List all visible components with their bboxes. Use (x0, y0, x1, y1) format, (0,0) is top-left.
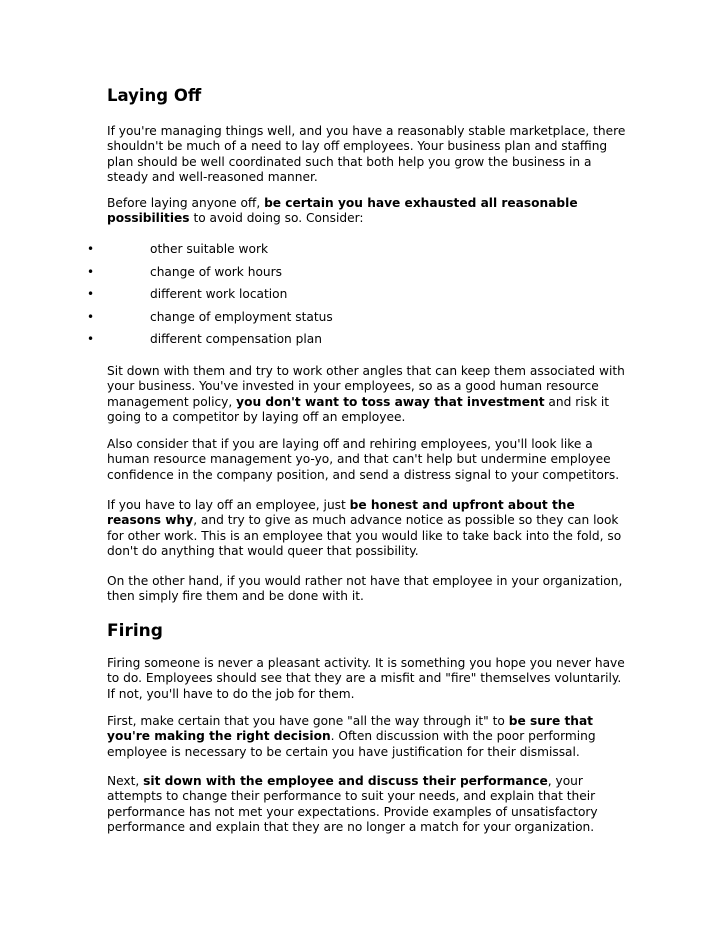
bullet-icon: • (87, 332, 95, 347)
text-run: , your (547, 774, 583, 788)
text-line: If you're managing things well, and you have a reasonably stable marketplace, there (107, 124, 626, 138)
text-line (107, 395, 627, 410)
paragraph-intro (107, 124, 627, 186)
text-run: Next, (107, 774, 144, 788)
text-line: going to a competitor by laying off an employee. (107, 410, 406, 425)
list-item-text: other suitable work (150, 242, 269, 256)
section-heading-firing: Firing (107, 621, 163, 641)
bullet-icon: • (87, 264, 95, 279)
bold-text: be sure that (508, 714, 594, 728)
text-line: confidence in the company position, and send a distress signal to your competitors. (107, 467, 620, 482)
paragraph-next-sit-down (107, 774, 627, 836)
text-line (107, 196, 627, 211)
paragraph-other-hand (107, 574, 627, 605)
bullet-icon: • (87, 309, 95, 324)
bold-text: be certain you have exhausted all reasonable (264, 196, 578, 210)
text-run: First, make certain that you have gone "all the way through it" to (107, 714, 509, 728)
list-item-text: different work location (150, 287, 288, 302)
text-run: and risk it (544, 394, 610, 409)
list-item (0, 242, 728, 265)
text-run: management policy, (107, 394, 237, 409)
text-line: attempts to change their performance to suit your needs, and explain that their (107, 789, 596, 804)
paragraph-before-laying-off (107, 196, 627, 227)
text-line: your business. You've invested in your employees, so as a good human resource (107, 379, 599, 394)
paragraph-be-honest (107, 498, 627, 560)
list-item (0, 287, 728, 310)
text-line: plan should be well coordinated such that both help you grow the business in a (107, 154, 592, 169)
text-line: If not, you'll have to do the job for them. (107, 686, 355, 701)
text-line: Sit down with them and try to work other angles that can keep them associated with (107, 364, 625, 378)
text-line (107, 513, 627, 528)
list-item-text: change of employment status (150, 309, 333, 324)
bullet-icon: • (87, 242, 95, 256)
text-line: Firing someone is never a pleasant activity. It is something you hope you never have (107, 656, 625, 670)
text-line: steady and well-reasoned manner. (107, 170, 318, 185)
text-run: , and try to give as much advance notice as possible so they can look (193, 513, 619, 528)
paragraph-sit-down (107, 364, 627, 426)
text-line (107, 498, 627, 513)
text-line: then simply fire them and be done with it. (107, 589, 364, 604)
text-line: don't do anything that would queer that possibility. (107, 544, 419, 559)
bold-text: possibilities (107, 211, 190, 226)
list-item-text: different compensation plan (150, 332, 322, 347)
bullet-icon: • (87, 287, 95, 302)
list-item (0, 332, 728, 355)
text-line (107, 714, 627, 729)
text-line: Also consider that if you are laying off and rehiring employees, you'll look like a (107, 437, 593, 451)
bold-text: sit down with the employee and discuss their performance (143, 774, 548, 788)
paragraph-also-consider (107, 437, 627, 483)
text-line: human resource management yo-yo, and that can't help but undermine employee (107, 452, 611, 467)
bold-text: reasons why (107, 513, 194, 528)
text-run: If you have to lay off an employee, just (107, 498, 350, 512)
text-line (107, 774, 627, 789)
bold-text: be honest and upfront about the (349, 498, 575, 512)
text-line: employee is necessary to be certain you have justification for their dismissal. (107, 744, 580, 759)
text-line: to do. Employees should see that they are a misfit and "fire" themselves voluntarily. (107, 671, 622, 686)
list-item (0, 310, 728, 333)
text-line: performance has not met your expectations. Provide examples of unsatisfactory (107, 804, 598, 819)
bold-text: you don't want to toss away that investment (236, 394, 545, 409)
bold-text: you're making the right decision (107, 729, 331, 744)
text-line (107, 211, 627, 226)
text-line (107, 729, 627, 744)
text-line: for other work. This is an employee that you would like to take back into the fold, so (107, 528, 622, 543)
text-run: . Often discussion with the poor performing (330, 729, 596, 744)
list-item-text: change of work hours (150, 264, 282, 279)
text-line: performance and explain that they are no longer a match for your organization. (107, 820, 595, 835)
text-line: On the other hand, if you would rather not have that employee in your organization, (107, 574, 623, 588)
paragraph-first-make-certain (107, 714, 627, 760)
section-heading-laying-off: Laying Off (107, 86, 202, 105)
options-bullet-list (0, 242, 728, 355)
paragraph-firing-intro (107, 656, 627, 702)
list-item (0, 265, 728, 288)
text-run: to avoid doing so. Consider: (189, 211, 364, 226)
text-line: shouldn't be much of a need to lay off employees. Your business plan and staffing (107, 139, 608, 154)
text-run: Before laying anyone off, (107, 196, 265, 210)
